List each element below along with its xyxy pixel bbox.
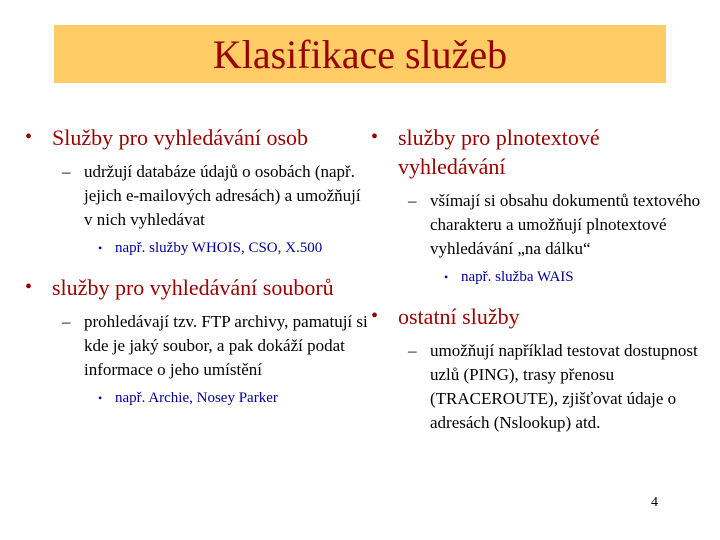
dash-marker: – bbox=[62, 312, 71, 331]
example-fulltext-search bbox=[368, 267, 708, 287]
dot-marker: • bbox=[98, 391, 103, 405]
example-people-search bbox=[22, 238, 370, 258]
bullet-file-search bbox=[22, 273, 370, 302]
dot-marker: • bbox=[444, 270, 449, 284]
slide-title: Klasifikace služeb bbox=[212, 32, 508, 77]
bullet-marker: • bbox=[371, 305, 379, 327]
dash-marker: – bbox=[408, 341, 417, 360]
bullet-marker: • bbox=[371, 126, 379, 148]
sub-bullet-people-search bbox=[22, 160, 370, 232]
bullet-people-search bbox=[22, 123, 370, 152]
sub-bullet-text: umožňují například testovat dostupnost uzlů (PING), trasy přenosu (TRACEROUTE), zjišťovat údaje o adresách (Nslookup) atd. bbox=[430, 341, 698, 432]
title-banner bbox=[54, 25, 666, 83]
sub-bullet-text: všímají si obsahu dokumentů textového charakteru a umožňují plnotextové vyhledávání „na dálku“ bbox=[430, 191, 701, 258]
sub-bullet-text: prohledávají tzv. FTP archivy, pamatují si kde je jaký soubor, a pak dokáží podat informace o jeho umístění bbox=[84, 312, 368, 379]
sub-bullet-fulltext-search bbox=[368, 189, 708, 261]
bullet-text: ostatní služby bbox=[398, 304, 520, 329]
sub-bullet-file-search bbox=[22, 310, 370, 382]
example-text: např. služby WHOIS, CSO, X.500 bbox=[115, 240, 323, 256]
dash-marker: – bbox=[62, 162, 71, 181]
example-text: např. Archie, Nosey Parker bbox=[115, 390, 278, 406]
dash-marker: – bbox=[408, 191, 417, 210]
bullet-fulltext-search bbox=[368, 123, 708, 181]
bullet-text: služby pro plnotextové vyhledávání bbox=[398, 125, 600, 179]
example-text: např. služba WAIS bbox=[461, 269, 574, 285]
bullet-marker: • bbox=[25, 126, 33, 148]
right-column bbox=[368, 123, 708, 435]
example-file-search bbox=[22, 388, 370, 408]
bullet-text: služby pro vyhledávání souborů bbox=[52, 275, 334, 300]
page-number: 4 bbox=[651, 495, 658, 510]
dot-marker: • bbox=[98, 241, 103, 255]
bullet-marker: • bbox=[25, 276, 33, 298]
sub-bullet-other-services bbox=[368, 339, 708, 435]
sub-bullet-text: udržují databáze údajů o osobách (např. jejich e-mailových adresách) a umožňují v nich vyhledávat bbox=[84, 162, 361, 229]
bullet-other-services bbox=[368, 302, 708, 331]
left-column bbox=[22, 123, 370, 408]
bullet-text: Služby pro vyhledávání osob bbox=[52, 125, 309, 150]
